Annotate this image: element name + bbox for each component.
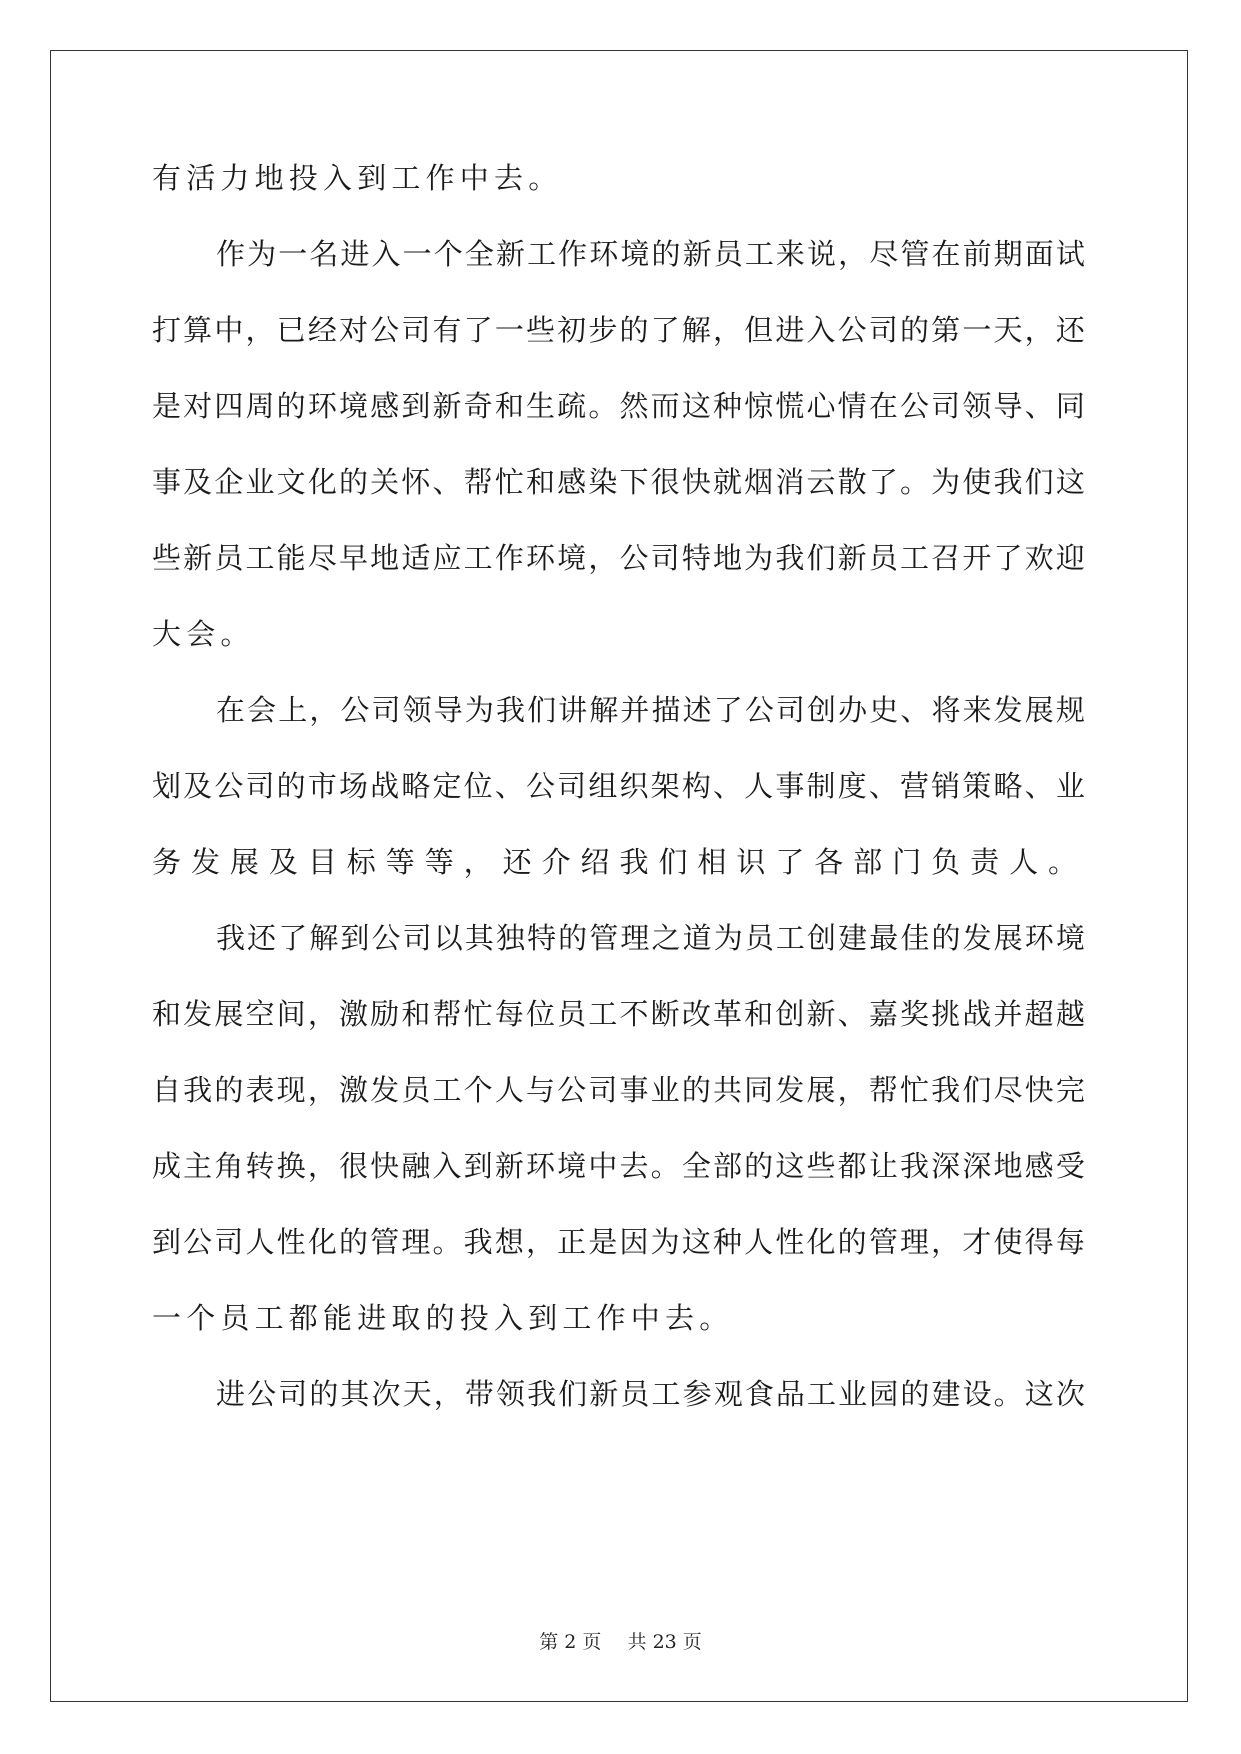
text-line-1: 有活力地投入到工作中去。 [152, 161, 563, 195]
text-line-3: 打算中，已经对公司有了一些初步的了解，但进入公司的第一天，还 [152, 313, 1088, 347]
text-line-13: 自我的表现，激发员工个人与公司事业的共同发展，帮忙我们尽快完 [152, 1073, 1088, 1107]
text-line-16: 一个员工都能进取的投入到工作中去。 [152, 1301, 734, 1335]
text-line-5: 事及企业文化的关怀、帮忙和感染下很快就烟消云散了。为使我们这 [152, 465, 1088, 499]
page-total: 共 23 页 [627, 1631, 702, 1653]
text-line-11: 我还了解到公司以其独特的管理之道为员工创建最佳的发展环境 [216, 921, 1088, 955]
text-line-12: 和发展空间，激励和帮忙每位员工不断改革和创新、嘉奖挑战并超越 [152, 997, 1088, 1031]
text-line-6: 些新员工能尽早地适应工作环境，公司特地为我们新员工召开了欢迎 [152, 541, 1088, 575]
text-line-9: 划及公司的市场战略定位、公司组织架构、人事制度、营销策略、业 [152, 769, 1088, 803]
text-line-7: 大会。 [152, 617, 255, 651]
page-footer [0, 1627, 1241, 1654]
text-line-2: 作为一名进入一个全新工作环境的新员工来说，尽管在前期面试 [216, 237, 1088, 271]
page-number: 第 2 页 [539, 1631, 602, 1653]
text-line-17: 进公司的其次天，带领我们新员工参观食品工业园的建设。这次 [216, 1377, 1088, 1411]
text-line-8: 在会上，公司领导为我们讲解并描述了公司创办史、将来发展规 [216, 693, 1088, 727]
text-line-10: 务发展及目标等等，还介绍我们相识了各部门负责人。 [152, 845, 1088, 879]
text-line-15: 到公司人性化的管理。我想，正是因为这种人性化的管理，才使得每 [152, 1225, 1088, 1259]
text-line-4: 是对四周的环境感到新奇和生疏。然而这种惊慌心情在公司领导、同 [152, 389, 1088, 423]
text-line-14: 成主角转换，很快融入到新环境中去。全部的这些都让我深深地感受 [152, 1149, 1088, 1183]
